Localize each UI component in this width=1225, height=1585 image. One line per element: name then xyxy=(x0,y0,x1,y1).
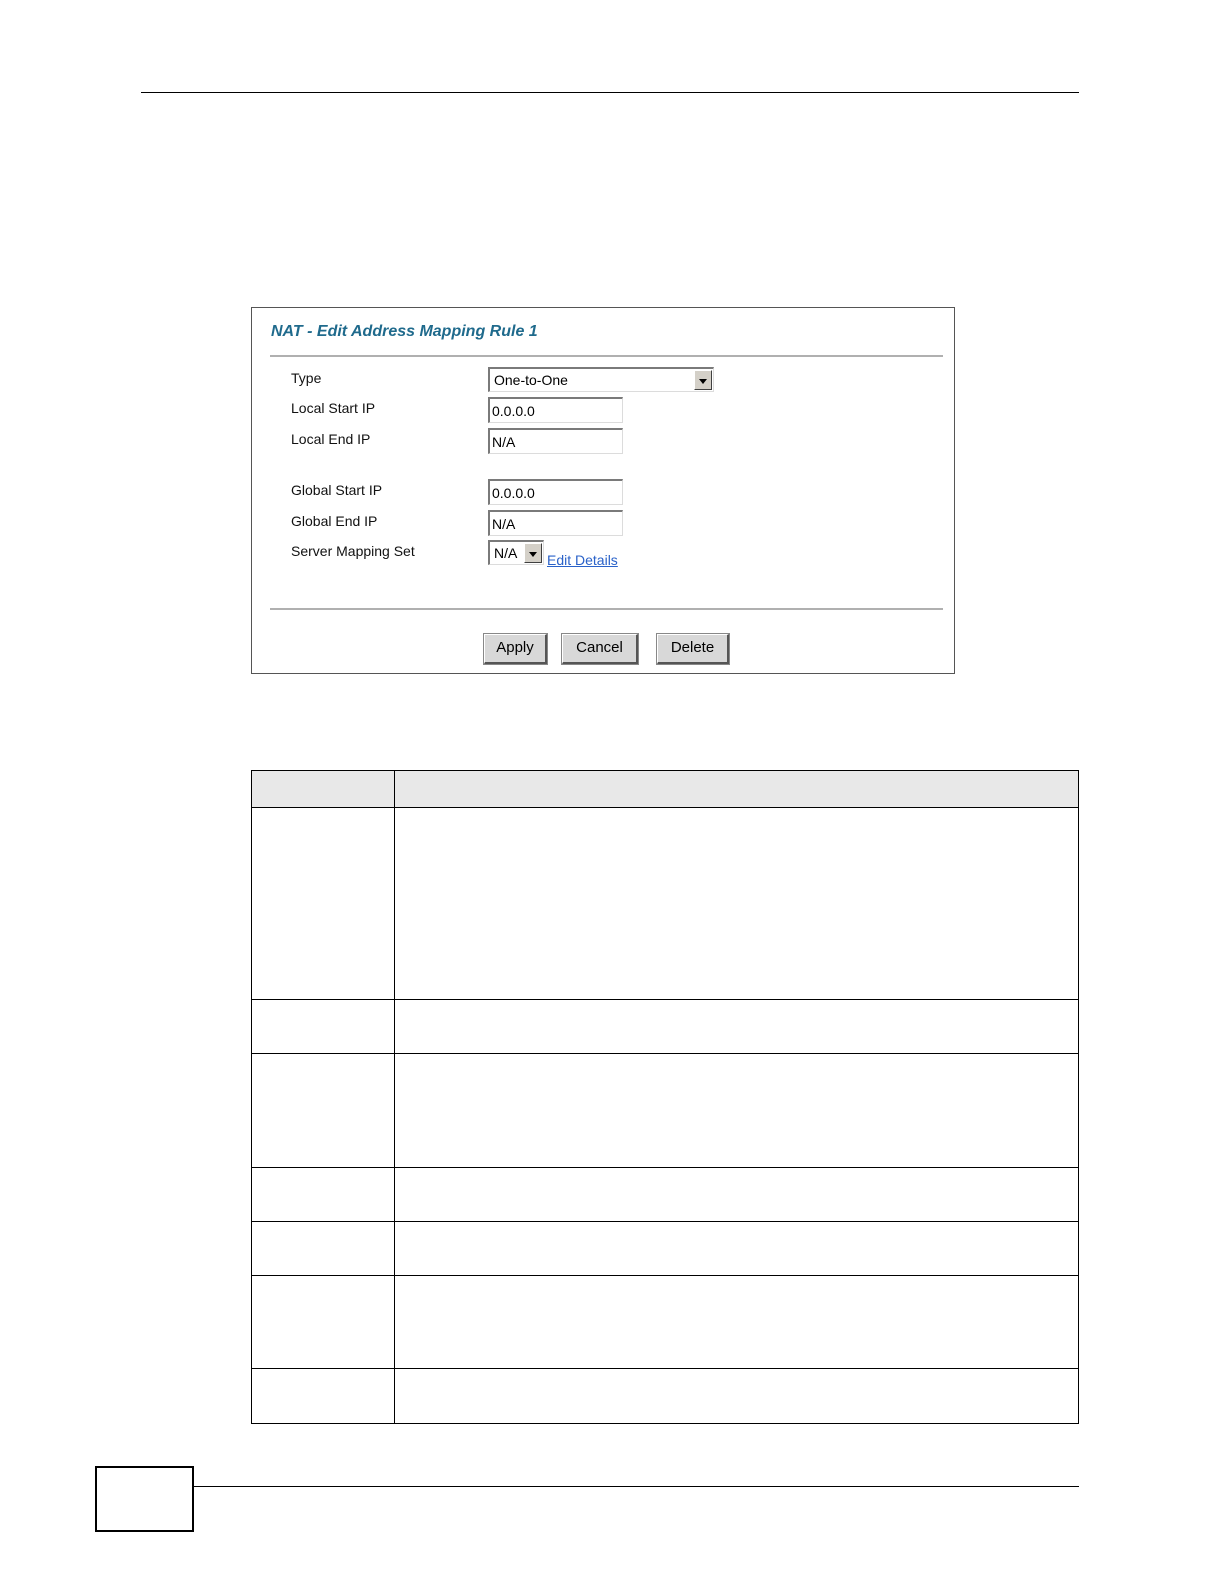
page-number-box xyxy=(95,1466,194,1532)
table-row-divider xyxy=(252,1167,1078,1168)
apply-button[interactable]: Apply xyxy=(484,634,547,664)
type-label: Type xyxy=(291,370,322,386)
panel-title: NAT - Edit Address Mapping Rule 1 xyxy=(271,323,538,340)
chevron-down-icon[interactable] xyxy=(694,370,712,390)
title-divider xyxy=(270,355,943,357)
global-start-ip-input[interactable] xyxy=(488,479,623,505)
global-start-ip-label: Global Start IP xyxy=(291,482,383,498)
cancel-button[interactable]: Cancel xyxy=(562,634,638,664)
local-start-ip-input[interactable] xyxy=(488,397,623,423)
edit-details-link[interactable]: Edit Details xyxy=(547,552,618,568)
table-row-divider xyxy=(252,1275,1078,1276)
server-mapping-set-value: N/A xyxy=(494,545,518,561)
server-mapping-set-select[interactable] xyxy=(488,540,544,565)
button-divider xyxy=(270,608,943,610)
local-end-ip-label: Local End IP xyxy=(291,431,371,447)
table-row-divider xyxy=(252,1368,1078,1369)
type-select-value: One-to-One xyxy=(494,372,568,388)
footer-rule xyxy=(193,1486,1079,1487)
table-row-divider xyxy=(252,1053,1078,1054)
nat-edit-rule-panel xyxy=(251,307,955,674)
global-end-ip-input[interactable] xyxy=(488,510,623,536)
type-select[interactable] xyxy=(488,367,714,392)
local-end-ip-input[interactable] xyxy=(488,428,623,454)
global-end-ip-label: Global End IP xyxy=(291,513,378,529)
local-start-ip-label: Local Start IP xyxy=(291,400,376,416)
header-rule xyxy=(141,92,1079,93)
field-description-table xyxy=(251,770,1079,1424)
table-row-divider xyxy=(252,1221,1078,1222)
table-header-row xyxy=(252,771,1078,808)
server-mapping-set-label: Server Mapping Set xyxy=(291,543,415,559)
column-divider xyxy=(394,771,395,1423)
table-row-divider xyxy=(252,999,1078,1000)
delete-button[interactable]: Delete xyxy=(657,634,729,664)
chevron-down-icon[interactable] xyxy=(524,543,542,563)
